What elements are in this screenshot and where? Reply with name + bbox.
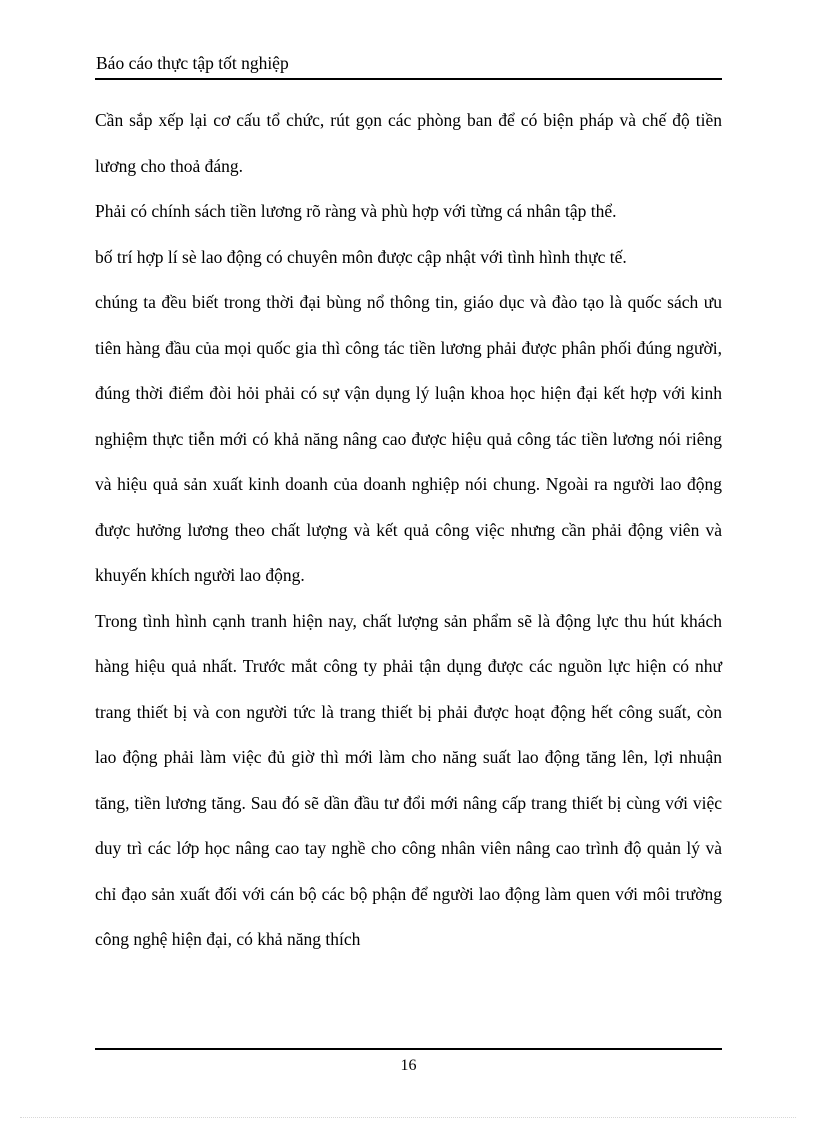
page-number: 16 [400,1057,417,1074]
paragraph: Cần sắp xếp lại cơ cấu tổ chức, rút gọn các phòng ban để có biện pháp và chế độ tiền lương cho thoả đáng. [95,110,722,176]
header-title: Báo cáo thực tập tốt nghiệp [96,53,289,73]
paragraph: bố trí hợp lí sè lao động có chuyên môn được cập nhật với tình hình thực tế. [95,246,627,267]
body-text [95,98,722,963]
paragraph: Trong tình hình cạnh tranh hiện nay, chất lượng sản phẩm sẽ là động lực thu hút khách hàng hiệu quả nhất. Trước mắt công ty phải tận dụng được các nguồn lực hiện có như trang thiết bị và con người tức là trang thiết bị phải được hoạt động hết công suất, còn lao động phải làm việc đủ giờ thì mới làm cho năng suất lao động tăng lên, lợi nhuận tăng, tiền lương tăng. Sau đó sẽ dần đầu tư đổi mới nâng cấp trang thiết bị cùng với việc duy trì các lớp học nâng cao tay nghề cho công nhân viên nâng cao trình độ quản lý và chỉ đạo sản xuất đối với cán bộ các bộ phận để người lao động làm quen với môi trường công nghệ hiện đại, có khả năng thích [95,610,722,949]
page-bottom-divider [20,1117,796,1118]
paragraph: Phải có chính sách tiền lương rõ ràng và phù hợp với từng cá nhân tập thể. [95,201,617,221]
page-header [95,52,722,80]
paragraph: chúng ta đều biết trong thời đại bùng nổ thông tin, giáo dục và đào tạo là quốc sách ưu tiên hàng đầu của mọi quốc gia thì công tác tiền lương phải được phân phối đúng người, đúng thời điểm đòi hỏi phải có sự vận dụng lý luận khoa học hiện đại kết hợp với kinh nghiệm thực tiễn mới có khả năng nâng cao được hiệu quả công tác tiền lương nói riêng và hiệu quả sản xuất kinh doanh của doanh nghiệp nói chung. Ngoài ra người lao động được hưởng lương theo chất lượng và kết quả công việc nhưng cần phải động viên và khuyến khích người lao động. [95,292,722,585]
page-footer [95,1048,722,1080]
